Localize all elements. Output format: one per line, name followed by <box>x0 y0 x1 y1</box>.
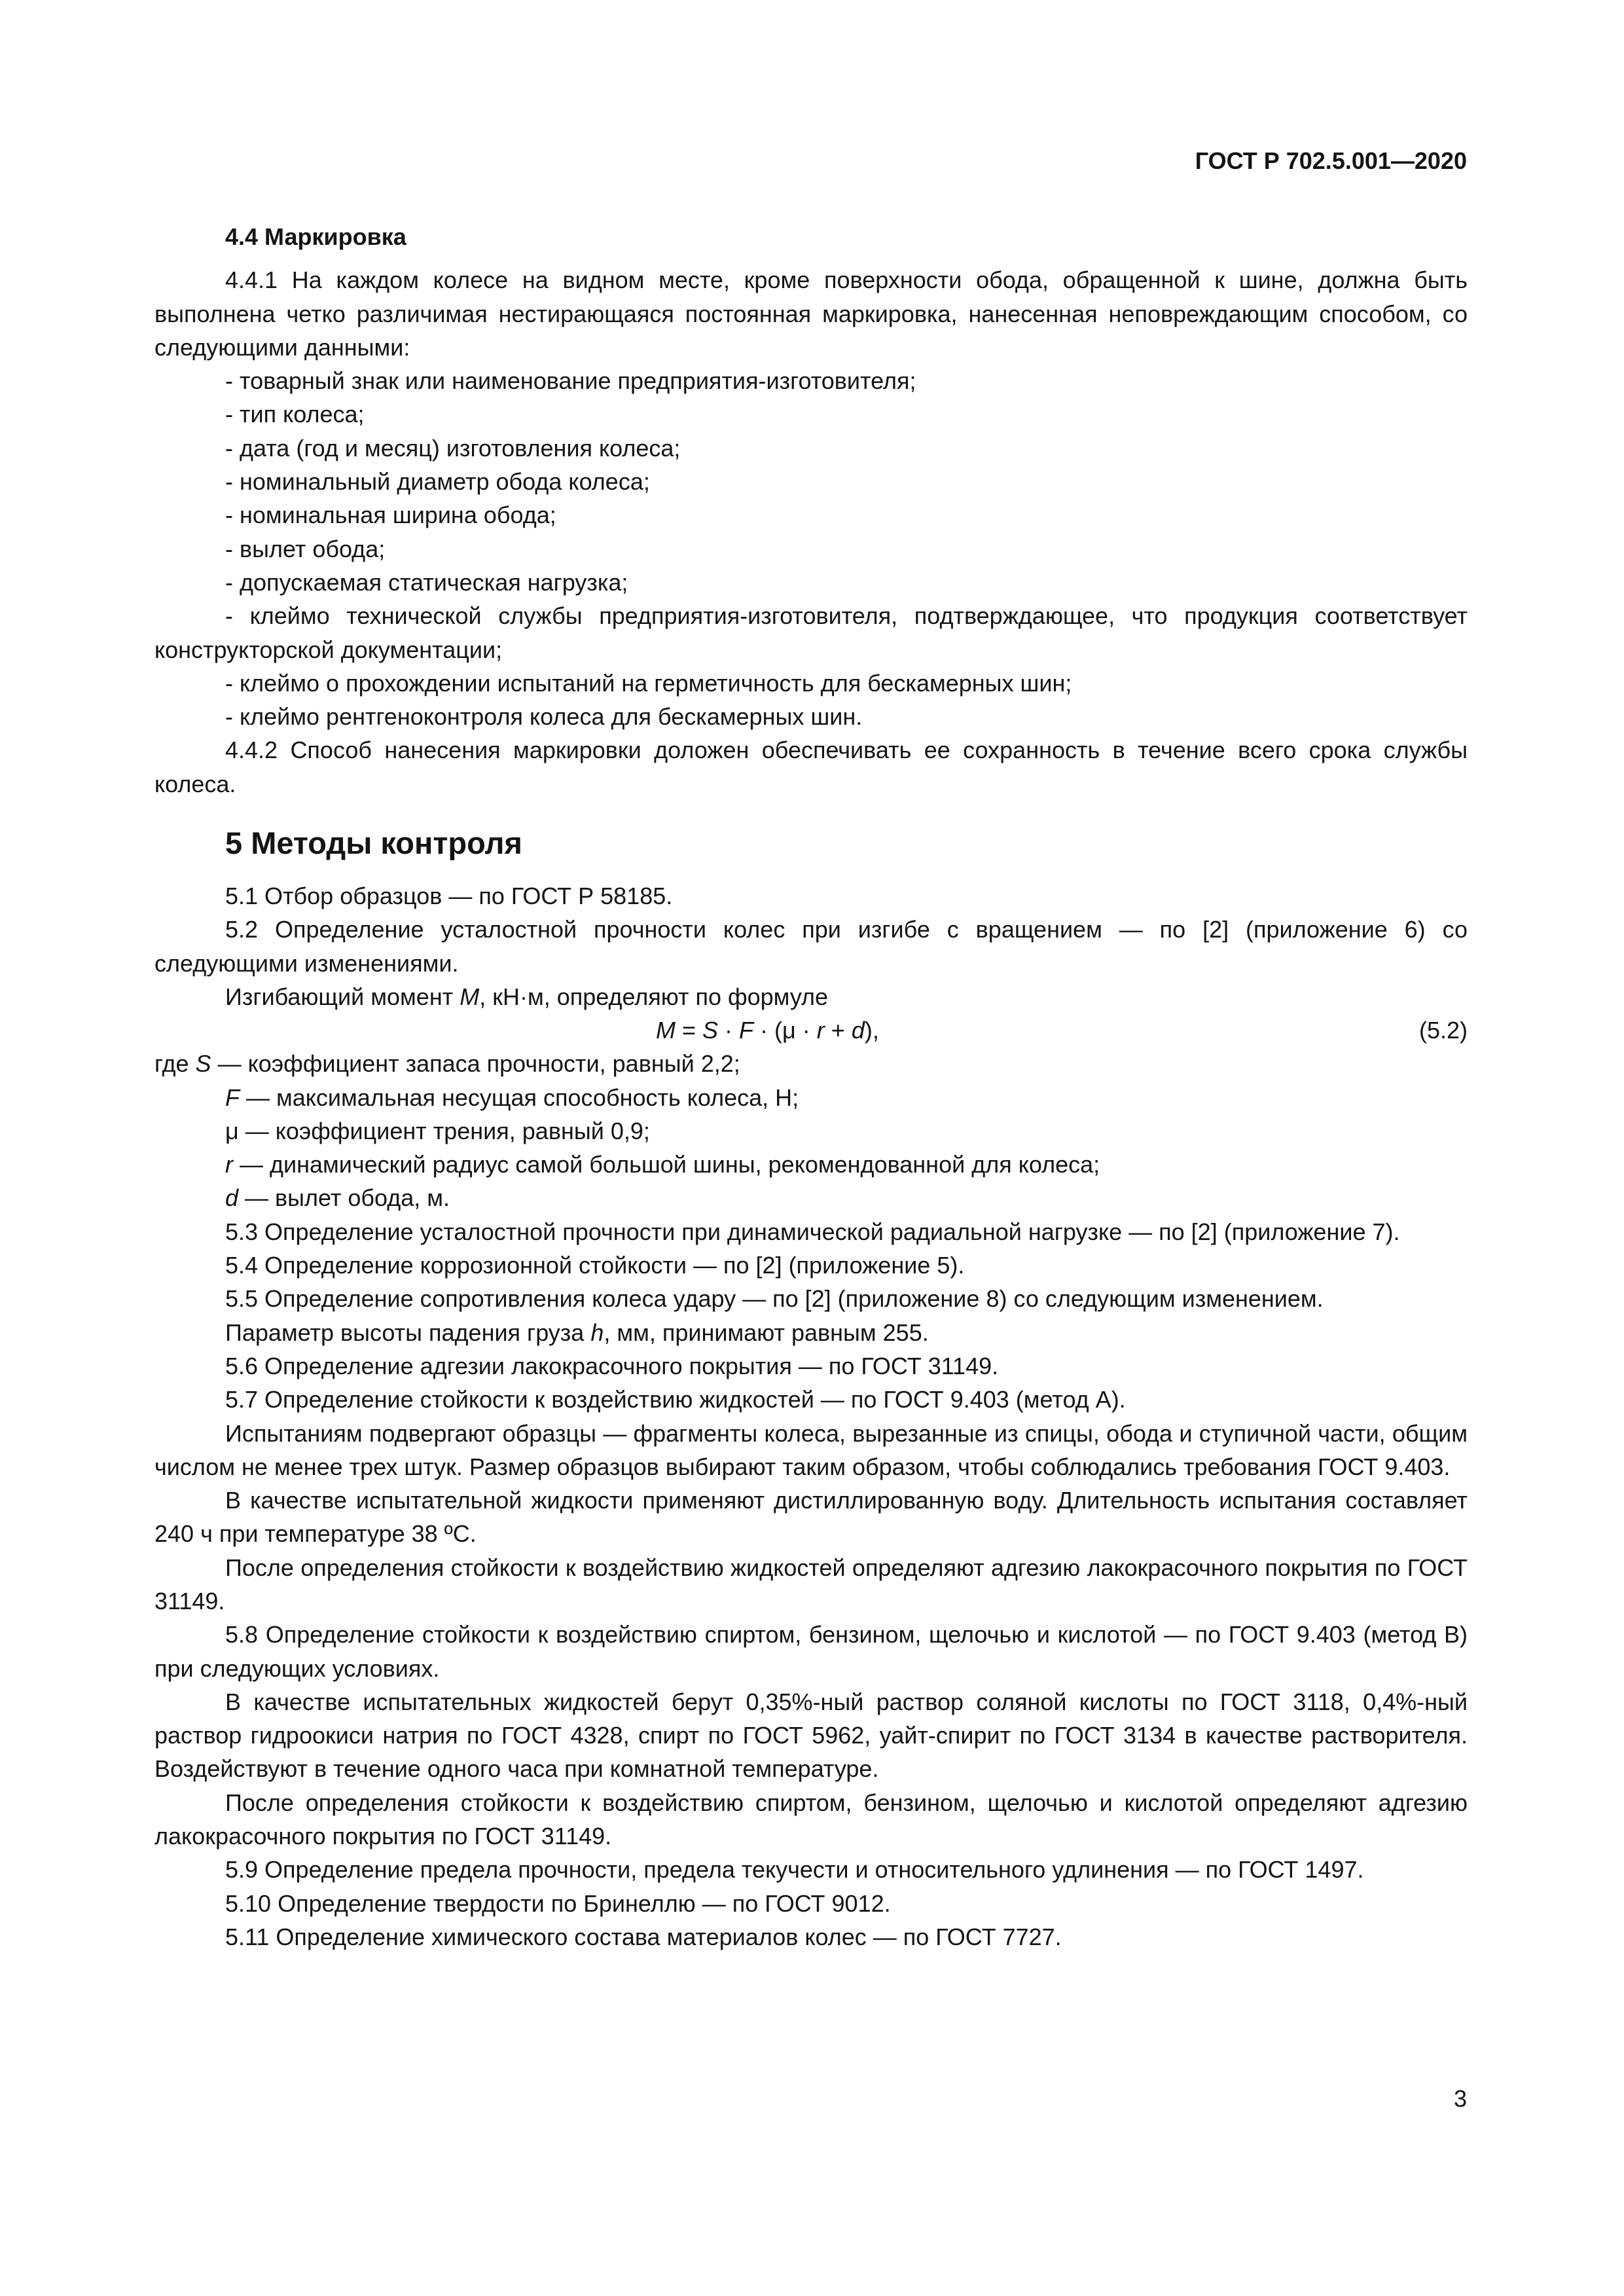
paragraph-5-6: 5.6 Определение адгезии лакокрасочного покрытия — по ГОСТ 31149. <box>225 1352 999 1379</box>
paragraph-5-2: 5.2 Определение усталостной прочности колес при изгибе с вращением — по [2] (приложение 6) со следующими изменениями. <box>154 916 1468 977</box>
paragraph-5-7: 5.7 Определение стойкости к воздействию жидкостей — по ГОСТ 9.403 (метод А). <box>225 1386 1126 1413</box>
paragraph-bending-moment: Изгибающий момент M, кН·м, определяют по формуле <box>225 983 829 1010</box>
formula-5-2 <box>154 1013 1468 1047</box>
definition-item: F — максимальная несущая способность колеса, Н; <box>225 1084 799 1111</box>
list-item: - дата (год и месяц) изготовления колеса; <box>225 434 681 462</box>
document-code: ГОСТ Р 702.5.001—2020 <box>1195 147 1467 174</box>
paragraph-5-3: 5.3 Определение усталостной прочности при динамической радиальной нагрузке — по [2] (приложение 7). <box>225 1218 1400 1245</box>
list-item: - клеймо технической службы предприятия-изготовителя, подтверждающее, что продукция соответствует конструкторской документации; <box>154 602 1468 663</box>
definition-item: d — вылет обода, м. <box>225 1184 450 1212</box>
formula-number: (5.2) <box>1418 1017 1468 1044</box>
list-item: - тип колеса; <box>225 401 365 428</box>
paragraph-5-7-adhesion: После определения стойкости к воздействию жидкостей определяют адгезию лакокрасочного покрытия по ГОСТ 31149. <box>154 1554 1468 1614</box>
marking-list <box>154 364 1468 733</box>
definition-item: μ — коэффициент трения, равный 0,9; <box>225 1117 650 1144</box>
paragraph-5-5-parameter: Параметр высоты падения груза h, мм, принимают равным 255. <box>225 1319 929 1346</box>
definition-item: где S — коэффициент запаса прочности, равный 2,2; <box>154 1050 740 1078</box>
list-item: - номинальная ширина обода; <box>225 501 556 529</box>
page-body <box>154 220 1468 1954</box>
paragraph-5-11: 5.11 Определение химического состава материалов колес — по ГОСТ 7727. <box>225 1923 1062 1950</box>
paragraph-4-4-1: 4.4.1 На каждом колесе на видном месте, кроме поверхности обода, обращенной к шине, должна быть выполнена четко различимая нестирающаяся постоянная маркировка, нанесенная неповреждающим способом, со следующими данными: <box>154 266 1468 361</box>
list-item: - допускаемая статическая нагрузка; <box>225 568 628 596</box>
list-item: - клеймо о прохождении испытаний на герметичность для бескамерных шин; <box>225 669 1072 697</box>
list-item: - вылет обода; <box>225 535 386 562</box>
paragraph-5-7-samples: Испытаниям подвергают образцы — фрагменты колеса, вырезанные из спицы, обода и ступичной части, общим числом не менее трех штук. Размер образцов выбирают таким образом, чтобы соблюдались требования ГОСТ 9.403. <box>154 1419 1468 1480</box>
formula-definitions <box>154 1047 1468 1214</box>
paragraph-4-4-2: 4.4.2 Способ нанесения маркировки доложен обеспечивать ее сохранность в течение всего срока службы колеса. <box>154 737 1468 797</box>
list-item: - номинальный диаметр обода колеса; <box>225 468 650 496</box>
section-heading-5: 5 Методы контроля <box>225 826 522 861</box>
paragraph-5-10: 5.10 Определение твердости по Бринеллю — по ГОСТ 9012. <box>225 1889 891 1917</box>
subsection-heading-4-4: 4.4 Маркировка <box>225 223 406 250</box>
definition-item: r — динамический радиус самой большой шины, рекомендованной для колеса; <box>225 1151 1100 1178</box>
list-item: - товарный знак или наименование предприятия-изготовителя; <box>225 367 916 395</box>
paragraph-5-1: 5.1 Отбор образцов — по ГОСТ Р 58185. <box>225 883 673 910</box>
paragraph-5-8: 5.8 Определение стойкости к воздействию спиртом, бензином, щелочью и кислотой — по ГОСТ 9.403 (метод В) при следующих условиях. <box>154 1621 1468 1682</box>
paragraph-5-9: 5.9 Определение предела прочности, предела текучести и относительного удлинения — по ГОСТ 1497. <box>225 1856 1364 1884</box>
paragraph-5-7-liquid: В качестве испытательной жидкости применяют дистиллированную воду. Длительность испытания составляет 240 ч при температуре 38 ºС. <box>154 1487 1468 1548</box>
paragraph-5-8-liquids: В качестве испытательных жидкостей берут 0,35%-ный раствор соляной кислоты по ГОСТ 3118, 0,4%-ный раствор гидроокиси натрия по ГОСТ 4328, спирт по ГОСТ 5962, уайт-спирит по ГОСТ 3134 в качестве растворителя. Воздействуют в течение одного часа при комнатной температуре. <box>154 1688 1468 1783</box>
page-number: 3 <box>1453 2085 1467 2112</box>
paragraph-5-5: 5.5 Определение сопротивления колеса удару — по [2] (приложение 8) со следующим изменением. <box>225 1285 1324 1313</box>
paragraph-5-8-adhesion: После определения стойкости к воздействию спиртом, бензином, щелочью и кислотой определяют адгезию лакокрасочного покрытия по ГОСТ 31149. <box>154 1789 1468 1850</box>
list-item: - клеймо рентгеноконтроля колеса для бескамерных шин. <box>225 703 863 731</box>
paragraph-5-4: 5.4 Определение коррозионной стойкости — по [2] (приложение 5). <box>225 1252 965 1279</box>
formula-expression: M = S · F · (μ · r + d), <box>656 1017 879 1044</box>
